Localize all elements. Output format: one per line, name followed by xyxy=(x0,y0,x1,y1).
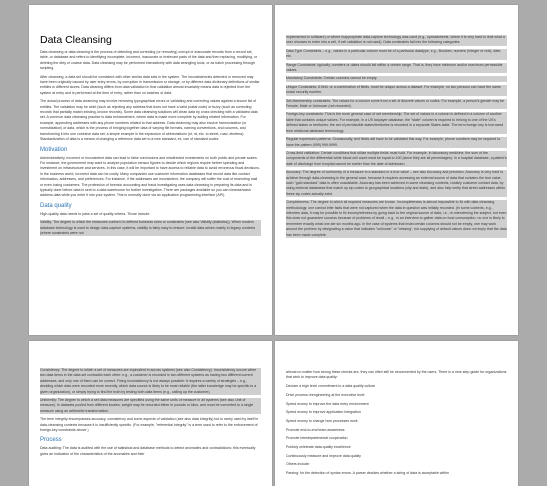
heading-motivation: Motivation xyxy=(40,146,68,153)
uniformity-paragraph[interactable]: Uniformity: The degree to which a set data measures are specified using the same units of measure in all systems (see also Unit of measure). In datasets pooled from different locales, weight may be recorded either in pounds or kilos, and must be converted to a single measure using an arithmetic transformation. xyxy=(40,398,261,414)
motivation-paragraph: Administratively, incorrect or inconsistent data can lead to false conclusions and misdirected investments on both public and private scales. For instance, the government may want to analyze population census figures to decide which regions require further spending and investment on infrastructure and services. In this case, it will be important to have access to reliable data to avoid erroneous fiscal decisions. In the business world, incorrect data can be costly. Many companies use customer information databases that record data like contact information, addresses, and preferences. For instance, if the addresses are inconsistent, the company will suffer the cost of resending mail or even losing customers. The profession of forensic accounting and fraud investigating uses data cleansing in preparing its data and is typically done before data is sent to a data warehouse for further investigation. There are packages available so you can cleanse/wash address data while you enter it into your system. This is normally done via an application programming interface (API). xyxy=(40,155,261,198)
list-item: Spend money to improve application integration xyxy=(286,410,361,415)
list-item: Promote end-to-end team awareness xyxy=(286,427,345,432)
consistency-paragraph[interactable]: Consistency: The degree to which a set of measures are equivalent in across systems (see also Consistency). Inconsistency occurs when two data items in the data set contradict each other: e.g., a customer is recorded in two different systems as having two different current addresses, and only one of them can be correct. Fixing inconsistency is not always possible: it requires a variety of strategies – e.g., deciding which data were recorded more recently, which data source is likely to be most reliable (the latter knowledge may be specific to a given organization), or simply trying to find the truth by testing both data items (e.g., calling up the customer). xyxy=(40,368,261,395)
intro-paragraph-3: The actual process of data cleansing may involve removing typographical errors or validating and correcting values against a known list of entities. The validation may be strict (such as rejecting any address that does not have a valid postal code) or fuzzy (such as correcting records that partially match existing, known records). Some data cleansing solutions will clean data by cross checking with a validated data set. A common data cleansing practice is data enhancement, where data is made more complete by adding related information. For example, appending addresses with any phone numbers related to that address. Data cleansing may also involve harmonization (or normalization) of data, which is the process of bringing together data of varying file formats, naming conventions, and columns, and transforming it into one cohesive data set; a simple example is the expansion of abbreviations (st, rd, etc. to street, road, etcetera). Standardization of data is a means of changing a reference data set to a new standard, ex, use of standard codes. xyxy=(40,99,258,142)
page-2-content xyxy=(286,35,507,241)
page-4-content xyxy=(286,370,507,480)
constraint-item[interactable]: implemented in software) or where inappropriate data-capture technology was used (e.g., spreadsheets, where it is very hard to limit what a user chooses to enter into a cell, if cell validation is not used). Data constraints fall into the following categories: xyxy=(286,35,507,46)
document-page-1 xyxy=(29,5,272,335)
list-item: Drive process reengineering at the executive level xyxy=(286,392,365,397)
document-page-2 xyxy=(275,5,518,335)
list-item: Publicly celebrate data quality excellence xyxy=(286,445,351,450)
constraint-item[interactable]: Set-Membership constraints: The values for a column come from a set of discrete values or codes. For example, a person's gender may be Female, Male or Unknown (not recorded). xyxy=(286,99,507,110)
others-label: Others include: xyxy=(286,462,310,467)
list-item: Spend money to improve the data entry environment xyxy=(286,401,369,406)
intro-paragraph-2: After cleansing, a data set should be consistent with other similar data sets in the system. The inconsistencies detected or removed may have been originally caused by user entry errors, by corruption in transmission or storage, or by different data dictionary definitions of similar entities in different stores. Data cleaning differs from data validation in that validation almost invariably means data is rejected from the system at entry and is performed at the time of entry, rather than on batches of data. xyxy=(40,74,260,95)
intro-paragraph-1: Data cleansing or data cleaning is the process of detecting and correcting (or removing) corrupt or inaccurate records from a record set, table, or database and refers to identifying incomplete, incorrect, inaccurate or irrelevant parts of the data and then replacing, modifying, or deleting the dirty or coarse data. Data cleansing may be performed interactively with data wrangling tools, or as batch processing through scripting. xyxy=(40,50,258,71)
constraint-item[interactable]: Completeness: The degree to which all required measures are known. Incompleteness is almost impossible to fix with data cleansing methodology: one cannot infer facts that were not captured when the data in question was initially recorded. (In some contexts, e.g., interview data, it may be possible to fix incompleteness by going back to the original source of data, i.e., re-interviewing the subject, but even this does not guarantee success because of problems of recall – e.g., in an interview to gather data on food consumption, no one is likely to remember exactly what one ate six months ago. In the case of systems that insist certain columns should not be empty, one may work around the problem by designating a value that indicates "unknown" or "missing", but supplying of default values does not imply that the data has been made complete. xyxy=(286,200,507,237)
list-item: Promote interdepartmental cooperation xyxy=(286,436,348,441)
document-page-3 xyxy=(29,341,272,486)
heading-data-quality: Data quality xyxy=(40,202,72,209)
constraint-item[interactable]: Unique Constraints: A field, or a combination of fields, must be unique across a dataset. For example, no two persons can have the same social security number. xyxy=(286,85,507,96)
list-item: Continuously measure and improve data quality xyxy=(286,453,361,458)
steps-intro-paragraph: almost no matter how strong these checks are, they can often still be circumvented by the users. There is a nine-step guide for organizations that wish to improve data quality: xyxy=(286,370,507,380)
document-page-4 xyxy=(275,341,518,486)
constraint-item[interactable]: Accuracy: The degree of conformity of a measure to a standard or a true value – see also Accuracy and precision. Accuracy is very hard to achieve through data-cleansing in the general case, because it requires accessing an external source of data that contains the true value: such "gold standard" data is often unavailable. Accuracy has been achieved in some cleansing contexts, notably customer contact data, by using external databases that match up zip codes to geographical locations (city and state), and also help verify that street addresses within these zip codes actually exist. xyxy=(286,170,506,196)
constraint-item[interactable]: Data-Type Constraints – e.g., values in a particular column must be of a particular datatype, e.g., Boolean, numeric (integer or real), date, etc. xyxy=(286,49,507,60)
integrity-paragraph: The term integrity encompasses accuracy, consistency and some aspects of validation (see also data integrity) but is rarely used by itself in data-cleansing contexts because it is insufficiently specific. (For example, "referential integrity" is a term used to refer to the enforcement of foreign-key constraints above.) xyxy=(40,417,259,433)
list-item: Spend money to change how processes work xyxy=(286,418,358,423)
process-paragraph: Data auditing: The data is audited with the use of statistical and database methods to detect anomalies and contradictions: this eventually gives an indication of the characteristics of the anomalies and their xyxy=(40,446,256,456)
page-3-content xyxy=(40,368,261,460)
constraint-item[interactable]: Cross-field validation: Certain conditions that utilize multiple fields must hold. For example, in laboratory medicine, the sum of the components of the differential white blood cell count must be equal to 100 (since they are all percentages). In a hospital database, a patient's date of discharge from hospital cannot be earlier than the date of admission. xyxy=(286,150,507,166)
parsing-paragraph: Parsing: for the detection of syntax errors. A parser decides whether a string of data is acceptable within xyxy=(286,471,449,476)
quality-paragraph-2[interactable]: Validity: The degree to which the measures conform to defined business rules or constraints (see also Validity (statistics)). When modern database technology is used to design data-capture systems, validity is fairly easy to ensure: invalid data arises mainly in legacy contexts (where constraints were not xyxy=(40,220,261,236)
quality-paragraph-1: High-quality data needs to pass a set of quality criteria. Those include: xyxy=(40,211,151,216)
constraint-item[interactable]: Foreign-key constraints: This is the more general case of set membership. The set of values in a column is defined in a column of another table that contains unique values. For example, in a US taxpayer database, the "state" column is required to belong to one of the US's defined states or territories: the set of permissible states/territories is recorded in a separate States table. The term foreign key is borrowed from relational database terminology. xyxy=(286,112,507,134)
page-1-content xyxy=(40,34,261,239)
list-item: Declare a high level commitment to a data quality culture xyxy=(286,384,376,389)
constraint-item[interactable]: Mandatory Constraints: Certain columns cannot be empty. xyxy=(286,76,507,81)
constraint-item[interactable]: Regular expression patterns: Occasionally, text fields will have to be validated this way. For example, phone numbers may be required to have the pattern (999) 999-9999. xyxy=(286,137,507,148)
constraint-item[interactable]: Range Constraints: typically, numbers or dates should fall within a certain range. That is, they have minimum and/or maximum permissible values. xyxy=(286,63,507,74)
heading-process: Process xyxy=(40,437,62,444)
document-title: Data Cleansing xyxy=(40,34,112,46)
